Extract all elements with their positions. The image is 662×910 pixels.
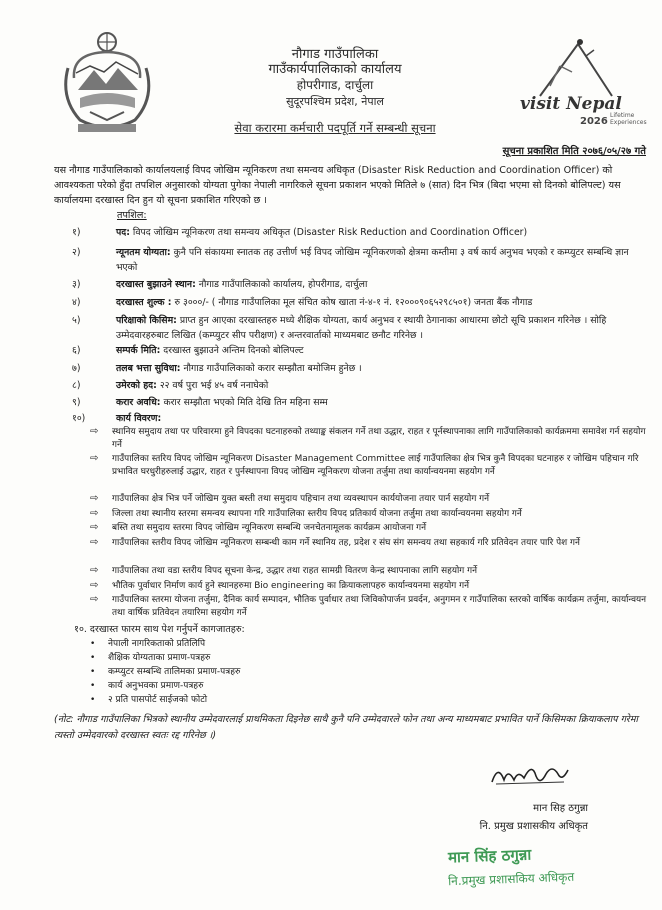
arrow-icon: ⇨ [90, 426, 99, 437]
nepal-emblem-logo [60, 28, 155, 136]
stamp-title: नि.प्रमुख प्रशासकिय अधिकृत [447, 869, 575, 889]
signatory-name: मान सिह ठगुन्ना [533, 803, 588, 814]
bullet-icon: • [90, 695, 96, 705]
arrow-icon: ⇨ [90, 580, 99, 591]
intro-paragraph: यस नौगाड गाउँपालिकाको कार्यालयलाई विपद जोखिम न्यूनिकरण तथा समन्वय अधिकृत (Disaster Risk Reduction and Coordination Officer) को आवश्यकता परेको हुँदा तपशिल अनुसारको योग्यता पुगेका नेपाली नागरिकले सूचना प्रकाशन भएको मितिले ७ (सात) दिन भित्र (बिदा भएमा सो दिनको बोलिपल्ट) यस कार्यालयमा दरखास्त दिन हुन यो सूचना प्रकाशित गरिएको छ । [54, 165, 621, 206]
province-line: सुदूरपश्चिम प्रदेश, नेपाल [286, 95, 384, 108]
stamp-name: मान सिंह ठगुन्ना [447, 845, 532, 867]
details-heading: तपशिल: [117, 210, 147, 221]
note-paragraph: (नोट: नौगाड गाउँपालिका भित्रको स्थानीय उम्मेदवारलाई प्राथमिकता दिइनेछ साथै कुनै पनि उम्मेदवारले फोन तथा अन्य माध्यमबाट प्रभावित पार्ने किसिमका क्रियाकलाप गरेमा त्यस्तो उम्मेदवारको दरखास्त स्वतः रद्द गरिनेछ ।) [54, 714, 638, 741]
brand-text: visit Nepal [520, 94, 622, 114]
arrow-icon: ⇨ [90, 537, 99, 548]
office-name-line: नौगाड गाउँपालिका [291, 47, 379, 62]
arrow-icon: ⇨ [90, 565, 99, 576]
arrow-icon: ⇨ [90, 594, 99, 605]
notice-subject: सेवा करारमा कर्मचारी पदपूर्ति गर्ने सम्बन्धी सूचना [234, 121, 436, 135]
office-name-line-2: गाउँकार्यपालिकाको कार्यालय [268, 62, 402, 77]
bullet-icon: • [90, 681, 96, 691]
bullet-icon: • [90, 639, 96, 649]
brand-year: 2026 [580, 116, 608, 127]
brand-tagline: Lifetime Experiences [610, 112, 647, 126]
publish-date: सूचना प्रकाशित मिति २०७६/०५/२७ गते [502, 146, 646, 157]
signatory-title: नि. प्रमुख प्रशासकीय अधिकृत [479, 821, 588, 832]
arrow-icon: ⇨ [90, 493, 99, 504]
arrow-icon: ⇨ [90, 522, 99, 533]
visit-nepal-logo [520, 36, 650, 136]
bullet-icon: • [90, 667, 96, 677]
arrow-icon: ⇨ [90, 508, 99, 519]
documents-heading: १०. दरखास्त फारम साथ पेश गर्नुपर्ने कागजातहरु: [74, 624, 245, 635]
arrow-icon: ⇨ [90, 453, 99, 464]
bullet-icon: • [90, 653, 96, 663]
office-address: होपरीगाड, दार्चुला [296, 78, 374, 92]
handwritten-signature [488, 756, 572, 790]
